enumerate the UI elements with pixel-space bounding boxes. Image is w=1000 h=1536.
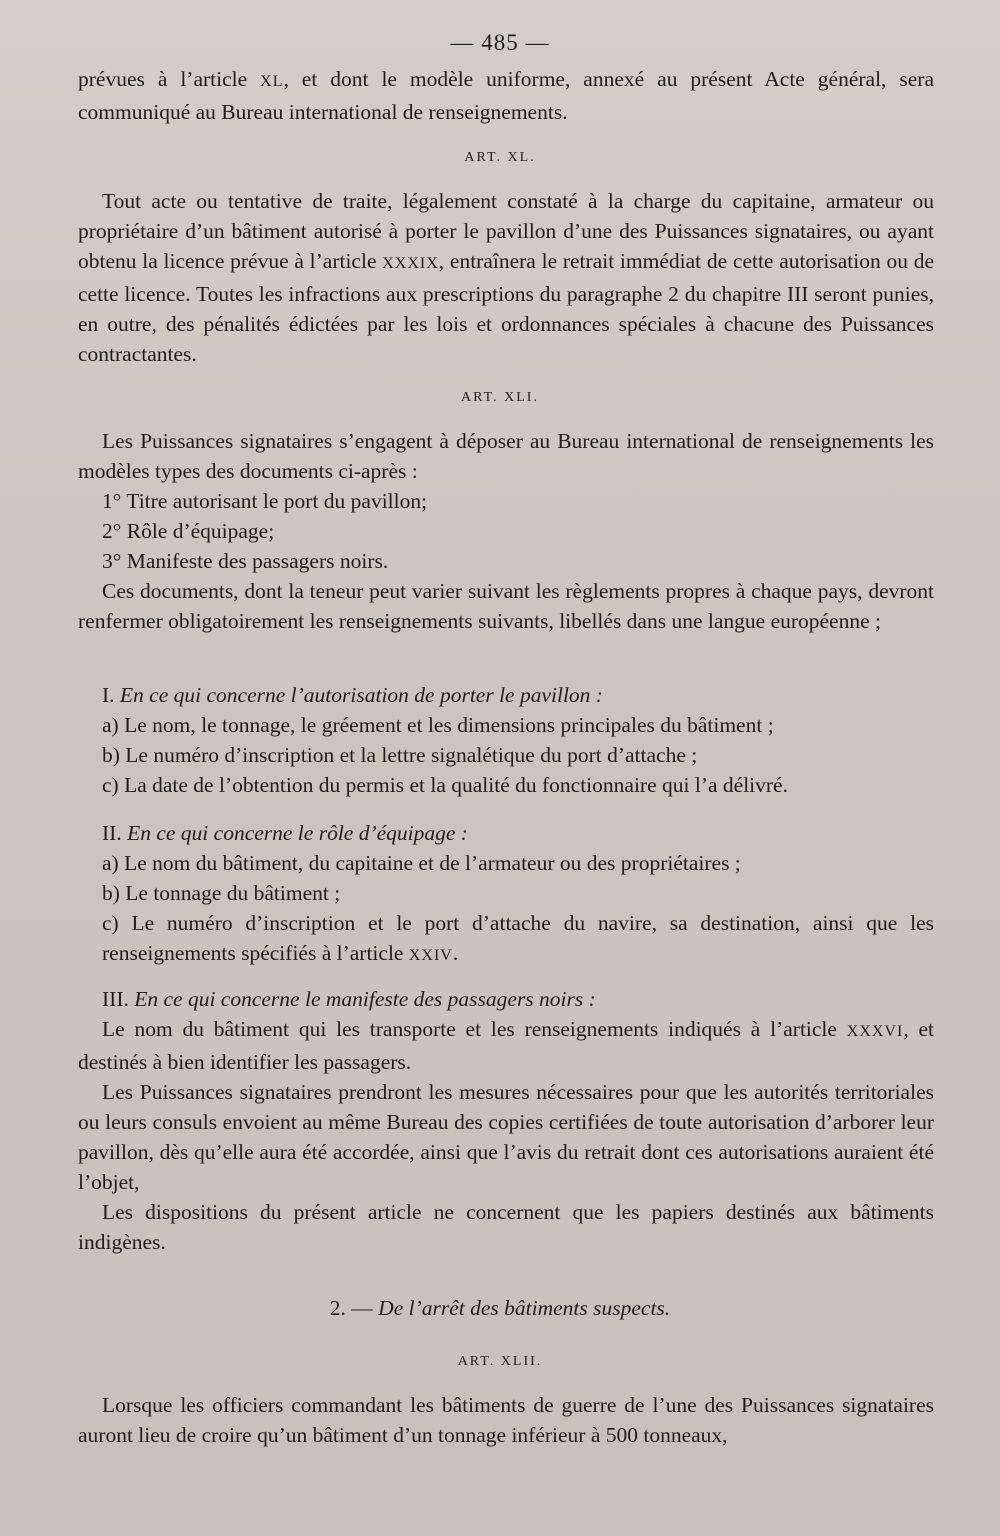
intro-text-end: , et dont le modèle uniforme, annexé au présent Acte général, sera communiqué au Bureau international de renseignements. [78, 67, 935, 124]
section-2-item-c-start: c) Le numéro d’inscription et le port d’attache du navire, sa destination, ainsi que les renseignements spécifiés à l’article [102, 911, 934, 965]
section-2-item-c-ref: XXIV [408, 947, 453, 964]
article-42-heading: ART. XLII. [457, 1354, 543, 1369]
article-42-paragraph [78, 1390, 934, 1450]
section-2-number: II. [102, 821, 122, 845]
section-2-item-a: a) Le nom du bâtiment, du capitaine et de l’armateur ou des propriétaires ; [102, 851, 741, 875]
article-40-text-start: Tout acte ou tentative de traite, légalement constaté à la charge du capitaine, armateur ou propriétaire d’un bâtiment autorisé à porter le pavillon d’une des Puissances signataires, ou ayant obtenu la licence prévue à l’article [78, 189, 934, 273]
section-3-text-end: , et destinés à bien identifier les passagers. [78, 1017, 935, 1074]
section-3-ref: XXXVI [846, 1023, 904, 1040]
intro-article-ref: XL [260, 73, 284, 90]
article-41-para-1: Les Puissances signataires s’engagent à déposer au Bureau international de renseignements les modèles types des documents ci-après : [78, 429, 934, 483]
section-heading [0, 1296, 1000, 1321]
section-heading-title: De l’arrêt des bâtiments suspects. [378, 1296, 671, 1320]
article-41-para-4: Les dispositions du présent article ne concernent que les papiers destinés aux bâtiments indigènes. [78, 1200, 934, 1254]
article-40-paragraph [78, 186, 934, 369]
article-41-para-2: Ces documents, dont la teneur peut varier suivant les règlements propres à chaque pays, devront renfermer obligatoirement les renseignements suivants, libellés dans une langue européenne ; [78, 579, 934, 633]
document-list-item: 2° Rôle d’équipage; [102, 519, 275, 543]
section-1-title: En ce qui concerne l’autorisation de porter le pavillon : [119, 683, 603, 707]
section-3-text-start: Le nom du bâtiment qui les transporte et les renseignements indiqués à l’article [102, 1017, 837, 1041]
section-2-title: En ce qui concerne le rôle d’équipage : [127, 821, 468, 845]
section-1-item-c: c) La date de l’obtention du permis et la qualité du fonctionnaire qui l’a délivré. [102, 773, 788, 797]
intro-text-start: prévues à l’article [78, 67, 248, 91]
article-41-body [78, 426, 934, 636]
article-40-text-end: , entraînera le retrait immédiat de cette autorisation ou de cette licence. Toutes les infractions aux prescriptions du paragraphe 2 du chapitre III seront punies, en outre, des pénalités édictées par les lois et ordonnances spéciales à chacune des Puissances contractantes. [78, 249, 935, 366]
article-40-heading: ART. XL. [464, 150, 536, 165]
section-2-item-c-end: . [452, 941, 459, 965]
document-list-item: 3° Manifeste des passagers noirs. [102, 549, 389, 573]
section-2-item-b: b) Le tonnage du bâtiment ; [102, 881, 341, 905]
section-3-title: En ce qui concerne le manifeste des passagers noirs : [134, 987, 596, 1011]
section-1-item-b: b) Le numéro d’inscription et la lettre signalétique du port d’attache ; [102, 743, 698, 767]
page-number: — 485 — [450, 30, 550, 55]
intro-paragraph [78, 64, 934, 127]
article-42-para-1: Lorsque les officiers commandant les bâtiments de guerre de l’une des Puissances signataires auront lieu de croire qu’un bâtiment d’un tonnage inférieur à 500 tonneaux, [78, 1393, 934, 1447]
section-2 [78, 818, 934, 971]
article-41-heading: ART. XLI. [461, 390, 539, 405]
section-1-item-a: a) Le nom, le tonnage, le gréement et les dimensions principales du bâtiment ; [102, 713, 774, 737]
section-3 [78, 984, 934, 1257]
section-1 [78, 680, 934, 800]
article-40-ref: XXXIX [382, 255, 439, 272]
section-1-number: I. [102, 683, 115, 707]
document-list-item: 1° Titre autorisant le port du pavillon; [102, 489, 428, 513]
section-heading-number: 2. — [329, 1296, 373, 1320]
article-41-para-3: Les Puissances signataires prendront les mesures nécessaires pour que les autorités territoriales ou leurs consuls envoient au même Bureau des copies certifiées de toute autorisation d’arborer leur pavillon, dès qu’elle aura été accordée, ainsi que l’avis du retrait dont ces autorisations auraient été l’objet, [78, 1080, 934, 1194]
section-3-number: III. [102, 987, 129, 1011]
